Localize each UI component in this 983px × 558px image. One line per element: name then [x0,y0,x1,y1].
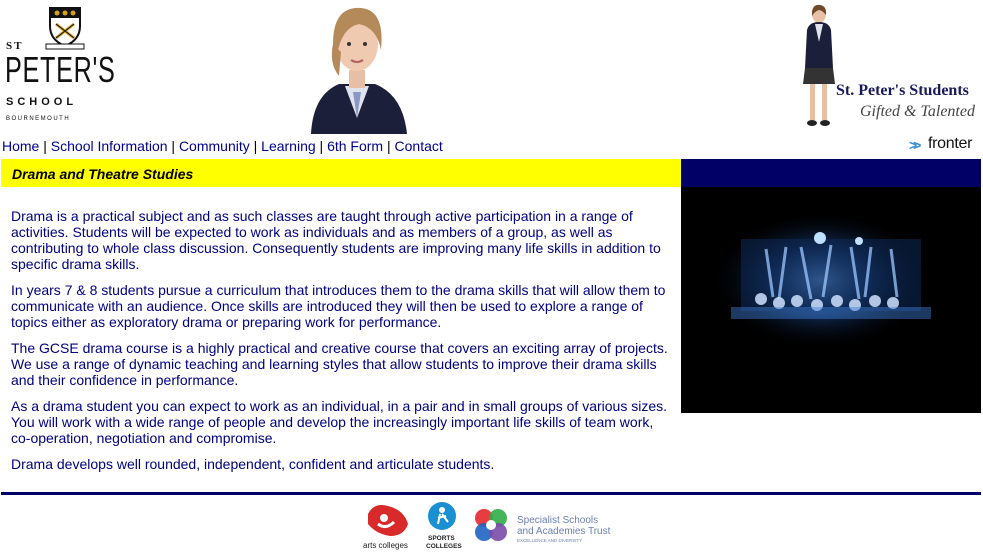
school-logo[interactable] [2,4,116,126]
content-paragraph-4: As a drama student you can expect to work as an individual, in a pair and in small groups of various sizes. You will work with a wide range of people and develop the increasingly important life skills of team work, co-operation, negotiation and compromise. [11,398,668,446]
nav-school-information[interactable]: School Information [50,138,168,154]
logo-location: BOURNEMOUTH [6,116,71,122]
ssat-tagline: EXCELLENCE AND DIVERSITY [517,538,583,543]
page-content [11,208,676,482]
school-crest-icon [42,4,88,50]
nav-separator: | [39,138,51,154]
content-paragraph-1: Drama is a practical subject and as such classes are taught through active participation in a range of activities. Students will be expected to work as individuals and as members of a group, as well as contributing to whole class discussion. Consequently students are improving many life skills in addition to specific drama skills. [11,208,661,272]
footer-divider [1,492,981,495]
nav-separator: | [315,138,328,154]
gifted-student-image [795,2,845,130]
content-paragraph-3: The GCSE drama course is a highly practical and creative course that covers an exciting array of projects. We use a range of dynamic teaching and learning styles that allow students to improve their drama skills and their confidence in performance. [11,340,668,388]
sports-colleges-label-top: SPORTS [428,535,455,542]
ssat-logo [475,509,611,543]
logo-peters: PETER'S [5,49,116,90]
main-nav [2,138,443,154]
drama-stage-image [681,187,981,413]
fronter-label: fronter [928,135,973,152]
arts-colleges-logo [363,505,408,550]
header [0,0,983,136]
student-portrait-image [299,0,415,134]
stage-performance-photo [681,187,981,413]
fronter-arrow-icon: >> [909,137,918,153]
nav-learning[interactable]: Learning [261,138,316,154]
ssat-line1: Specialist Schools [517,515,599,526]
nav-6th-form[interactable]: 6th Form [327,138,384,154]
specialist-status-logos [360,500,630,552]
page-title: Drama and Theatre Studies [12,166,194,182]
content-paragraph-5: Drama develops well rounded, independent, confident and articulate students. [11,456,495,472]
logo-st: ST [6,40,24,52]
ssat-line2: and Academies Trust [517,526,611,537]
gifted-title[interactable]: St. Peter's Students [836,82,969,99]
nav-separator: | [167,138,179,154]
side-header-bar [681,159,981,187]
nav-contact[interactable]: Contact [394,138,443,154]
nav-separator: | [383,138,395,154]
fronter-link[interactable] [909,135,983,155]
nav-community[interactable]: Community [178,138,250,154]
nav-separator: | [249,138,262,154]
gifted-subtitle: Gifted & Talented [860,103,975,120]
sports-colleges-logo [426,502,462,550]
arts-colleges-label: arts colleges [363,541,408,550]
content-paragraph-2: In years 7 & 8 students pursue a curriculum that introduces them to the drama skills that will allow them to communicate with an audience. Once skills are introduced they will then be used to explore a range of topics either as exploratory drama or preparing work for performance. [11,282,666,330]
page-title-bar [1,159,681,187]
nav-home[interactable]: Home [2,138,40,154]
logo-school: SCHOOL [6,96,78,108]
sports-colleges-label-bottom: COLLEGES [426,543,462,550]
